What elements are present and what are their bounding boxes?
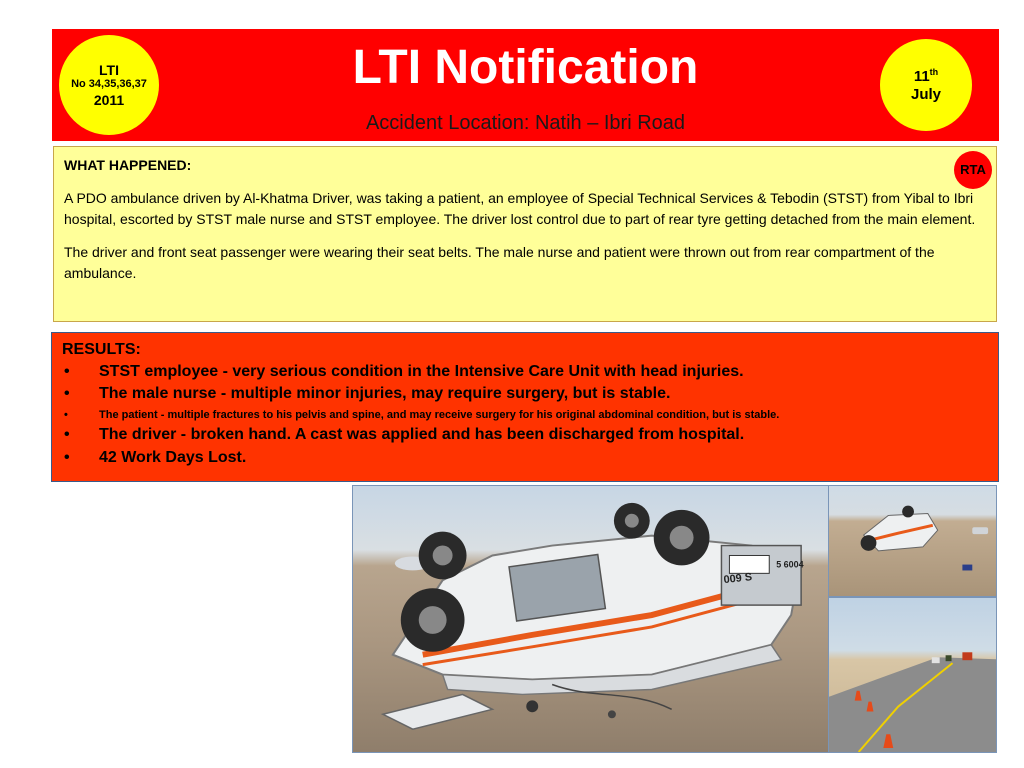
lti-badge-line3: 2011 (93, 91, 125, 108)
page-title: LTI Notification (352, 41, 699, 94)
door-number-text: 5 6004 (776, 559, 804, 570)
header-banner (52, 29, 999, 141)
results-item-stst-employee: • STST employee - very serious condition in the Intensive Care Unit with head injuries. (62, 361, 988, 383)
lti-badge-line1: LTI (99, 61, 119, 78)
lti-badge-line2: No 34,35,36,37 (71, 78, 147, 91)
date-badge (880, 39, 972, 131)
results-item-male-nurse: • The male nurse - multiple minor injuries, may require surgery, but is stable. (62, 383, 988, 405)
overturned-ambulance-illustration (353, 486, 828, 752)
what-happened-heading: WHAT HAPPENED: (64, 157, 192, 173)
what-happened-paragraph-2: The driver and front seat passenger were wearing their seat belts. The male nurse and patient were thrown out from rear compartment of the ambulance. (64, 244, 935, 281)
date-badge-day-line (914, 67, 938, 86)
what-happened-paragraph-1: A PDO ambulance driven by Al-Khatma Driver, was taking a patient, an employee of Special Technical Services & Tebodin (STST) from Yibal to Ibri hospital, escorted by STST male nurse and STST employee. The driver lost control due to part of rear tyre getting detached from the main element. (64, 190, 976, 227)
road-scene-illustration (829, 598, 996, 752)
plate-text: 009 S (723, 571, 753, 587)
results-item-patient: • The patient - multiple fractures to his pelvis and spine, and may receive surgery for his original abdominal condition, but is stable. (62, 406, 988, 425)
overturned-ambulance-photo (352, 485, 829, 753)
accident-scene-wide-illustration (829, 486, 996, 596)
road-scene-photo (828, 597, 997, 753)
results-list (62, 361, 988, 469)
date-badge-day: 11 (913, 67, 930, 85)
accident-scene-wide-photo (828, 485, 997, 597)
results-box (51, 332, 999, 482)
page-subtitle: Accident Location: Natih – Ibri Road (365, 112, 686, 134)
rta-badge: RTA (954, 151, 992, 189)
results-item-driver: • The driver - broken hand. A cast was applied and has been discharged from hospital. (62, 424, 988, 446)
what-happened-box (53, 146, 997, 322)
date-badge-month: July (910, 85, 941, 103)
results-heading: RESULTS: (62, 341, 141, 358)
results-item-work-days-lost: • 42 Work Days Lost. (62, 447, 988, 469)
date-badge-suffix: th (929, 66, 939, 77)
